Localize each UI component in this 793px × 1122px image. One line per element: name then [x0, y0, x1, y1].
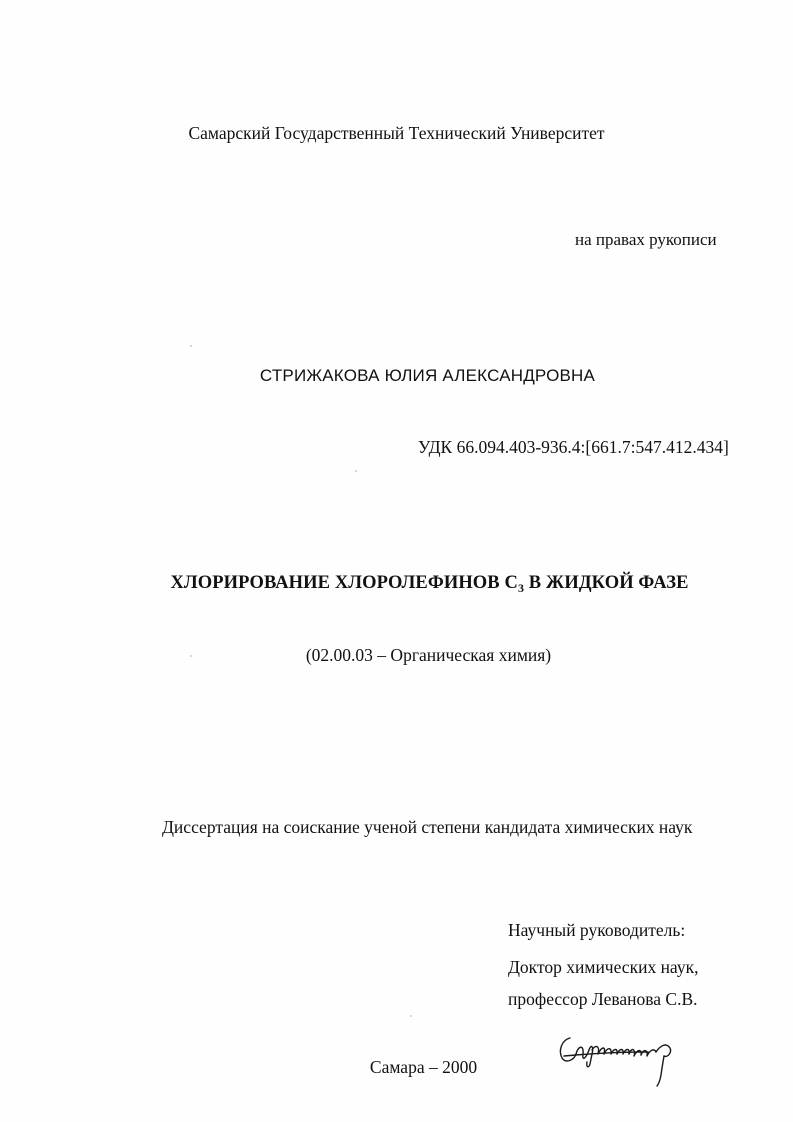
city-year: Самара – 2000 [369, 1057, 478, 1077]
handwritten-signature [556, 1028, 678, 1090]
title-subscript: 3 [517, 581, 525, 595]
udk-code: УДК 66.094.403-936.4:[661.7:547.412.434] [418, 437, 729, 457]
supervisor-degree: Доктор химических наук, [508, 957, 699, 977]
rights-note: на правах рукописи [575, 230, 717, 249]
university-name: Самарский Государственный Технический Университет [188, 123, 605, 143]
dissertation-title [0, 573, 793, 593]
title-rest: В ЖИДКОЙ ФАЗЕ [524, 573, 689, 593]
scan-speck [190, 655, 192, 657]
specialty-code: (02.00.03 – Органическая химия) [305, 645, 552, 665]
dissertation-statement: Диссертация на соискание ученой степени кандидата химических наук [162, 817, 693, 837]
title-main: ХЛОРИРОВАНИЕ ХЛОРОЛЕФИНОВ С [170, 573, 518, 593]
author-name: СТРИЖАКОВА ЮЛИЯ АЛЕКСАНДРОВНА [259, 366, 596, 385]
supervisor-name: профессор Леванова С.В. [508, 989, 698, 1009]
scan-speck [410, 1015, 412, 1017]
scan-speck [190, 345, 192, 347]
scan-speck [355, 470, 357, 472]
supervisor-label: Научный руководитель: [508, 920, 686, 940]
